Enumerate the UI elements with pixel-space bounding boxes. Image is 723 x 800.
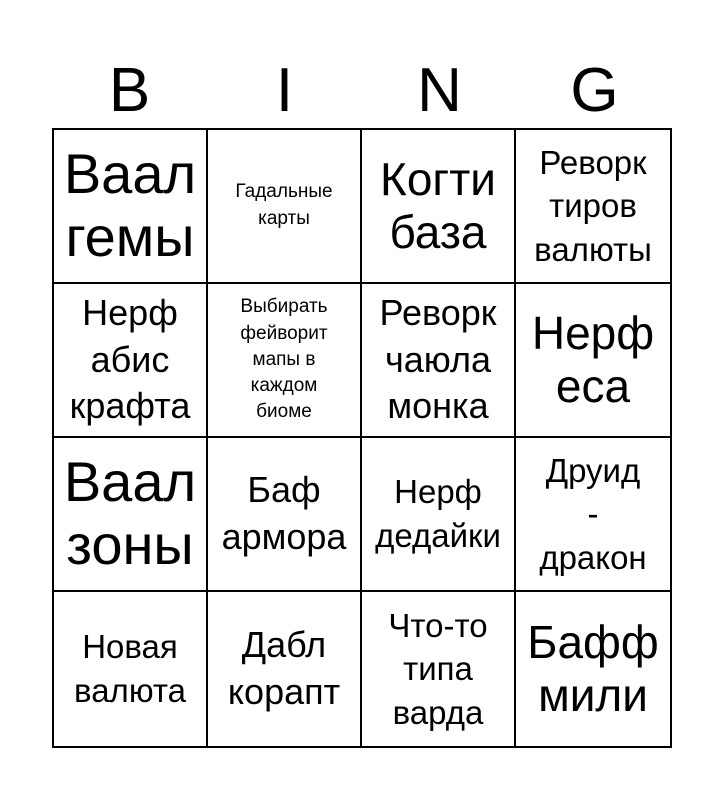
- bingo-cell[interactable]: Баф армора: [208, 438, 362, 592]
- bingo-cell[interactable]: Когти база: [362, 130, 516, 284]
- header-letter-b: B: [108, 56, 151, 125]
- bingo-cell[interactable]: Нерф дедайки: [362, 438, 516, 592]
- header-letter-n: N: [417, 56, 462, 125]
- bingo-cell[interactable]: Друид - дракон: [516, 438, 670, 592]
- bingo-cell[interactable]: Ваал зоны: [54, 438, 208, 592]
- bingo-header: [52, 56, 672, 126]
- bingo-cell[interactable]: Реворк чаюла монка: [362, 284, 516, 438]
- bingo-cell[interactable]: Дабл корапт: [208, 592, 362, 746]
- bingo-cell[interactable]: Гадальные карты: [208, 130, 362, 284]
- bingo-cell[interactable]: Новая валюта: [54, 592, 208, 746]
- bingo-cell[interactable]: Реворк тиров валюты: [516, 130, 670, 284]
- bingo-cell[interactable]: Нерф еса: [516, 284, 670, 438]
- bingo-cell[interactable]: Что-то типа варда: [362, 592, 516, 746]
- header-letter-g: G: [570, 56, 619, 125]
- bingo-cell[interactable]: Бафф мили: [527, 616, 659, 721]
- bingo-grid: [52, 128, 672, 748]
- bingo-cell[interactable]: Выбирать фейворит мапы в каждом биоме: [208, 284, 362, 438]
- bingo-cell[interactable]: Нерф абис крафта: [54, 284, 208, 438]
- bingo-cell[interactable]: Ваал гемы: [54, 130, 208, 284]
- header-letter-i: I: [275, 56, 294, 125]
